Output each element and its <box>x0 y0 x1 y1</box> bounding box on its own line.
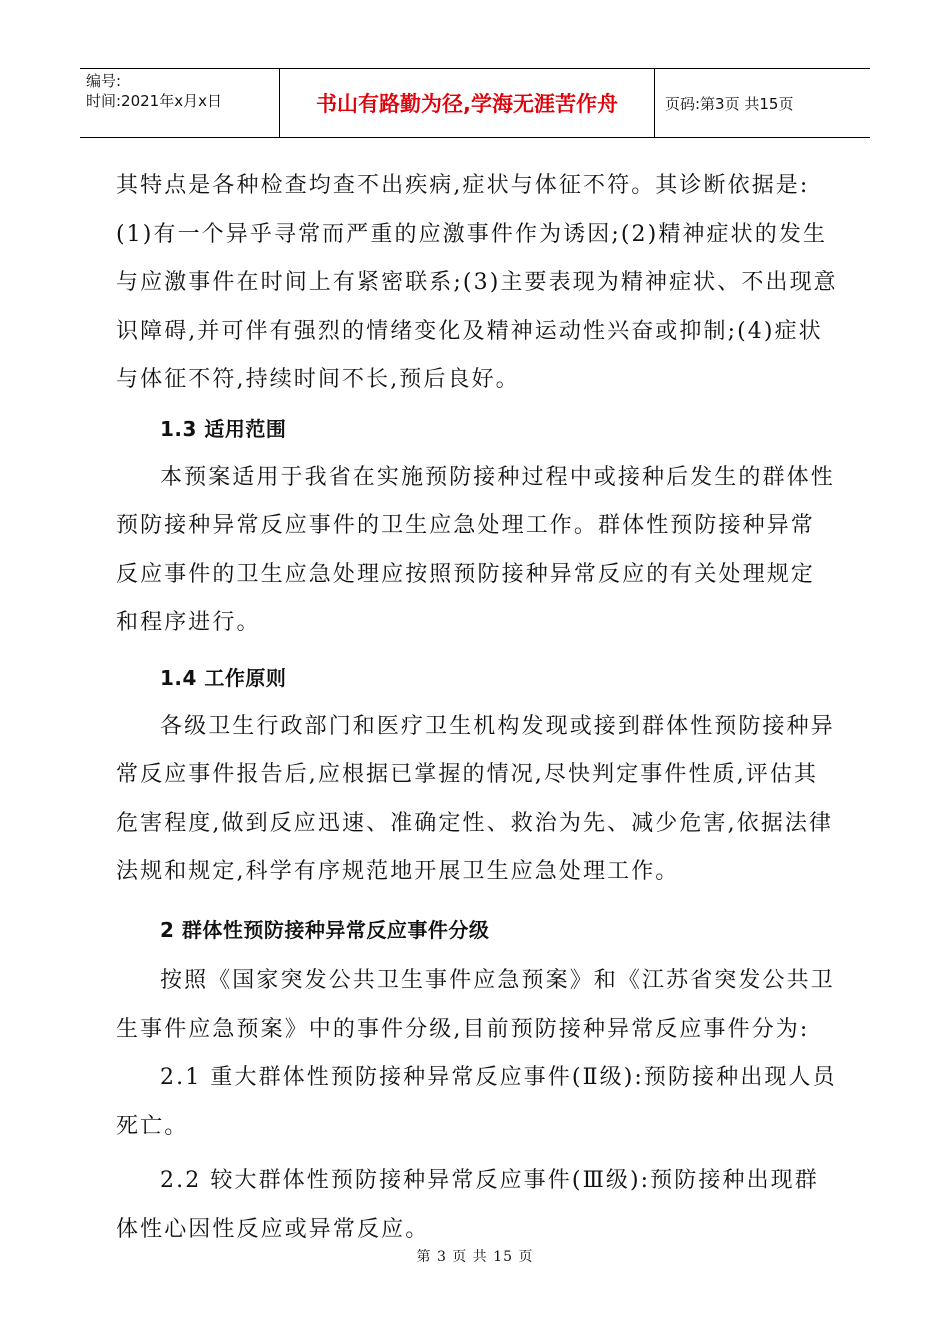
header-page-info: 页码:第3页 共15页 <box>665 94 794 113</box>
heading-grading: 2 群体性预防接种异常反应事件分级 <box>160 917 490 942</box>
paragraph-level-2: 2.1 重大群体性预防接种异常反应事件(Ⅱ级):预防接种出现人员死亡。 <box>116 1065 837 1139</box>
document-body <box>116 162 838 1254</box>
paragraph-grading: 按照《国家突发公共卫生事件应急预案》和《江苏省突发公共卫生事件应急预案》中的事件分级,目前预防接种异常反应事件分为: <box>116 967 835 1042</box>
header-motto: 书山有路勤为径,学海无涯苦作舟 <box>280 69 655 137</box>
paragraph-diagnosis: 其特点是各种检查均查不出疾病,症状与体征不符。其诊断依据是:(1)有一个异乎寻常而严重的应激事件作为诱因;(2)精神症状的发生与应激事件在时间上有紧密联系;(3)主要表现为精神症状、不出现意识障碍,并可伴有强烈的情绪变化及精神运动性兴奋或抑制;(4)症状与体征不符,持续时间不长,预后良好。 <box>116 173 838 393</box>
heading-scope: 1.3 适用范围 <box>160 416 287 441</box>
header-meta <box>80 69 280 137</box>
paragraph-level-3: 2.2 较大群体性预防接种异常反应事件(Ⅲ级):预防接种出现群体性心因性反应或异常反应。 <box>116 1168 819 1242</box>
heading-principles: 1.4 工作原则 <box>160 665 287 690</box>
paragraph-principles: 各级卫生行政部门和医疗卫生机构发现或接到群体性预防接种异常反应事件报告后,应根据已掌握的情况,尽快判定事件性质,评估其危害程度,做到反应迅速、准确定性、救治为先、减少危害,依据法律法规和规定,科学有序规范地开展卫生应急处理工作。 <box>116 713 835 885</box>
date-label: 时间:2021年x月x日 <box>86 92 222 110</box>
page-footer: 第 3 页 共 15 页 <box>416 1249 534 1265</box>
number-label: 编号: <box>86 72 122 90</box>
page-header <box>80 68 870 138</box>
paragraph-scope: 本预案适用于我省在实施预防接种过程中或接种后发生的群体性预防接种异常反应事件的卫生应急处理工作。群体性预防接种异常反应事件的卫生应急处理应按照预防接种异常反应的有关处理规定和程序进行。 <box>116 464 835 636</box>
